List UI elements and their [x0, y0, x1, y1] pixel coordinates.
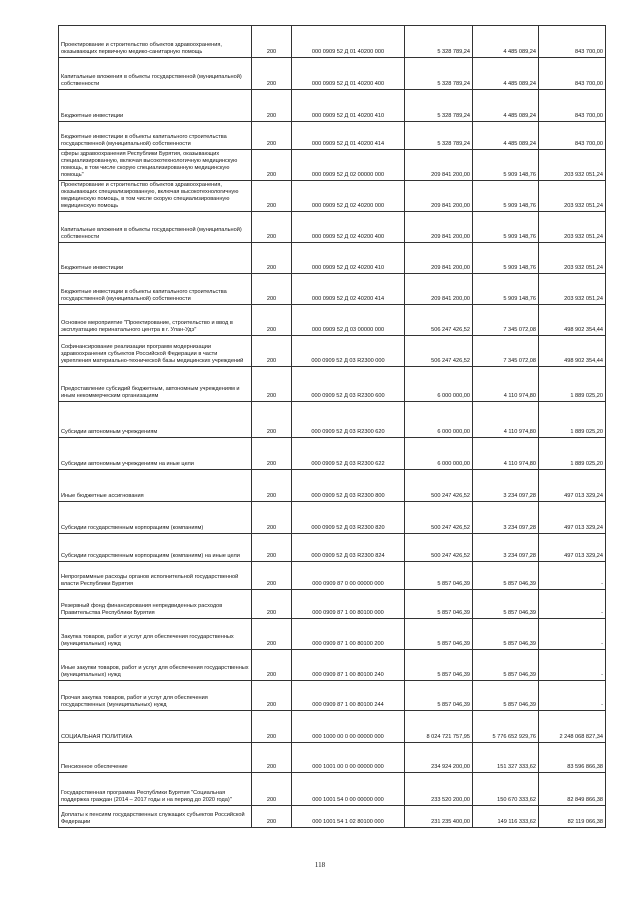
row-executed-cell: 5 909 148,76 [473, 181, 539, 212]
row-classifier-cell: 000 0909 52 Д 03 R2300 824 [292, 534, 405, 562]
table-row [59, 502, 606, 534]
row-assigned-cell: 5 857 046,39 [405, 590, 473, 619]
row-code-cell: 200 [252, 336, 292, 367]
row-unexecuted-cell: 843 700,00 [539, 90, 606, 122]
row-code-cell: 200 [252, 562, 292, 590]
row-executed-cell: 5 909 148,76 [473, 212, 539, 243]
row-executed-cell: 7 345 072,08 [473, 336, 539, 367]
row-executed-cell: 3 234 097,28 [473, 470, 539, 502]
row-code-cell: 200 [252, 58, 292, 90]
row-code-cell: 200 [252, 534, 292, 562]
row-classifier-cell: 000 0909 52 Д 01 40200 414 [292, 122, 405, 150]
row-assigned-cell: 6 000 000,00 [405, 367, 473, 402]
table-body [59, 26, 606, 828]
row-executed-cell: 4 110 974,80 [473, 402, 539, 438]
row-assigned-cell: 8 024 721 757,95 [405, 711, 473, 743]
row-classifier-cell: 000 0909 87 0 00 00000 000 [292, 562, 405, 590]
row-code-cell: 200 [252, 773, 292, 806]
row-unexecuted-cell: 203 932 051,24 [539, 150, 606, 181]
row-code-cell: 200 [252, 122, 292, 150]
row-unexecuted-cell: 497 013 329,24 [539, 470, 606, 502]
row-assigned-cell: 506 247 426,52 [405, 336, 473, 367]
row-unexecuted-cell: 82 119 066,38 [539, 806, 606, 828]
table-row [59, 181, 606, 212]
table-row [59, 619, 606, 650]
row-unexecuted-cell: - [539, 562, 606, 590]
row-executed-cell: 5 776 652 929,76 [473, 711, 539, 743]
row-executed-cell: 4 485 089,24 [473, 26, 539, 58]
row-executed-cell: 7 345 072,08 [473, 305, 539, 336]
row-classifier-cell: 000 1001 54 1 02 80100 000 [292, 806, 405, 828]
table-row [59, 402, 606, 438]
row-assigned-cell: 5 328 789,24 [405, 26, 473, 58]
row-assigned-cell: 500 247 426,52 [405, 470, 473, 502]
row-name-cell: Резервный фонд финансирования непредвиденных расходов Правительства Республики Бурятия [59, 590, 252, 619]
row-name-cell: Субсидии автономным учреждениям на иные цели [59, 438, 252, 470]
table-row [59, 470, 606, 502]
row-classifier-cell: 000 0909 52 Д 03 R2300 000 [292, 336, 405, 367]
row-unexecuted-cell: 203 932 051,24 [539, 243, 606, 274]
row-name-cell: Проектирование и строительство объектов здравоохранения, оказывающих специализированную, включая высокотехнологичную медицинскую помощь, в том числе скорую специализированную медицинскую помощь [59, 181, 252, 212]
table-row [59, 58, 606, 90]
row-unexecuted-cell: 497 013 329,24 [539, 502, 606, 534]
row-name-cell: Непрограммные расходы органов исполнительной государственной власти Республики Бурятия [59, 562, 252, 590]
row-name-cell: Предоставление субсидий бюджетным, автономным учреждениям и иным некоммерческим организациям [59, 367, 252, 402]
table-row [59, 590, 606, 619]
row-code-cell: 200 [252, 502, 292, 534]
row-assigned-cell: 500 247 426,52 [405, 534, 473, 562]
row-executed-cell: 150 670 333,62 [473, 773, 539, 806]
row-name-cell: Бюджетные инвестиции [59, 243, 252, 274]
row-assigned-cell: 209 841 200,00 [405, 212, 473, 243]
row-executed-cell: 4 110 974,80 [473, 367, 539, 402]
row-unexecuted-cell: - [539, 650, 606, 681]
row-classifier-cell: 000 0909 52 Д 03 R2300 620 [292, 402, 405, 438]
row-code-cell: 200 [252, 90, 292, 122]
row-assigned-cell: 5 328 789,24 [405, 122, 473, 150]
row-name-cell: Пенсионное обеспечение [59, 743, 252, 773]
row-executed-cell: 5 857 046,39 [473, 590, 539, 619]
row-classifier-cell: 000 1001 54 0 00 00000 000 [292, 773, 405, 806]
row-code-cell: 200 [252, 681, 292, 711]
table-row [59, 305, 606, 336]
row-unexecuted-cell: 498 902 354,44 [539, 336, 606, 367]
row-classifier-cell: 000 1000 00 0 00 00000 000 [292, 711, 405, 743]
row-code-cell: 200 [252, 150, 292, 181]
row-classifier-cell: 000 0909 87 1 00 80100 000 [292, 590, 405, 619]
row-executed-cell: 151 327 333,62 [473, 743, 539, 773]
row-classifier-cell: 000 0909 87 1 00 80100 200 [292, 619, 405, 650]
row-executed-cell: 3 234 097,28 [473, 534, 539, 562]
row-code-cell: 200 [252, 274, 292, 305]
row-executed-cell: 5 857 046,39 [473, 650, 539, 681]
row-code-cell: 200 [252, 743, 292, 773]
row-name-cell: Прочая закупка товаров, работ и услуг для обеспечения государственных (муниципальных) нужд [59, 681, 252, 711]
row-name-cell: сферы здравоохранения Республики Бурятия, оказывающих специализированную, включая высокотехнологичную медицинскую помощь, в том числе скорую специализированную медицинскую помощь" [59, 150, 252, 181]
row-assigned-cell: 209 841 200,00 [405, 150, 473, 181]
table-row [59, 773, 606, 806]
row-executed-cell: 149 116 333,62 [473, 806, 539, 828]
row-assigned-cell: 231 235 400,00 [405, 806, 473, 828]
row-name-cell: Субсидии автономным учреждениям [59, 402, 252, 438]
row-classifier-cell: 000 0909 52 Д 01 40200 000 [292, 26, 405, 58]
row-executed-cell: 5 857 046,39 [473, 619, 539, 650]
row-name-cell: Субсидии государственным корпорациям (компаниям) [59, 502, 252, 534]
row-name-cell: Иные закупки товаров, работ и услуг для обеспечения государственных (муниципальных) нужд [59, 650, 252, 681]
table-row [59, 681, 606, 711]
table-row [59, 650, 606, 681]
table-row [59, 212, 606, 243]
row-assigned-cell: 209 841 200,00 [405, 274, 473, 305]
table-row [59, 26, 606, 58]
row-classifier-cell: 000 0909 52 Д 02 00000 000 [292, 150, 405, 181]
row-code-cell: 200 [252, 619, 292, 650]
table-row [59, 806, 606, 828]
page-number: 118 [314, 861, 326, 869]
row-code-cell: 200 [252, 305, 292, 336]
row-unexecuted-cell: 497 013 329,24 [539, 534, 606, 562]
row-assigned-cell: 500 247 426,52 [405, 502, 473, 534]
row-unexecuted-cell: 843 700,00 [539, 26, 606, 58]
row-name-cell: Бюджетные инвестиции в объекты капитального строительства государственной (муниципальной) собственности [59, 274, 252, 305]
row-code-cell: 200 [252, 806, 292, 828]
row-classifier-cell: 000 0909 52 Д 03 R2300 800 [292, 470, 405, 502]
row-code-cell: 200 [252, 438, 292, 470]
row-assigned-cell: 234 924 200,00 [405, 743, 473, 773]
table-row [59, 274, 606, 305]
row-assigned-cell: 209 841 200,00 [405, 243, 473, 274]
row-executed-cell: 5 857 046,39 [473, 681, 539, 711]
row-executed-cell: 5 909 148,76 [473, 243, 539, 274]
row-assigned-cell: 506 247 426,52 [405, 305, 473, 336]
table-row [59, 150, 606, 181]
row-executed-cell: 4 110 974,80 [473, 438, 539, 470]
row-unexecuted-cell: 2 248 068 827,34 [539, 711, 606, 743]
row-classifier-cell: 000 0909 52 Д 01 40200 400 [292, 58, 405, 90]
row-assigned-cell: 233 520 200,00 [405, 773, 473, 806]
table-row [59, 243, 606, 274]
row-assigned-cell: 6 000 000,00 [405, 438, 473, 470]
table-row [59, 336, 606, 367]
row-unexecuted-cell: 1 889 025,20 [539, 438, 606, 470]
row-classifier-cell: 000 0909 87 1 00 80100 244 [292, 681, 405, 711]
row-code-cell: 200 [252, 590, 292, 619]
row-name-cell: Закупка товаров, работ и услуг для обеспечения государственных (муниципальных) нужд [59, 619, 252, 650]
row-name-cell: Капитальные вложения в объекты государственной (муниципальной) собственности [59, 212, 252, 243]
row-code-cell: 200 [252, 650, 292, 681]
row-unexecuted-cell: 83 596 866,38 [539, 743, 606, 773]
row-classifier-cell: 000 1001 00 0 00 00000 000 [292, 743, 405, 773]
table-row [59, 711, 606, 743]
budget-execution-table-wrapper [58, 25, 605, 828]
row-classifier-cell: 000 0909 52 Д 02 40200 000 [292, 181, 405, 212]
row-unexecuted-cell: - [539, 619, 606, 650]
budget-execution-table [58, 25, 606, 828]
row-name-cell: Субсидии государственным корпорациям (компаниям) на иные цели [59, 534, 252, 562]
row-classifier-cell: 000 0909 87 1 00 80100 240 [292, 650, 405, 681]
row-unexecuted-cell: 498 902 354,44 [539, 305, 606, 336]
row-executed-cell: 4 485 089,24 [473, 122, 539, 150]
row-unexecuted-cell: 843 700,00 [539, 122, 606, 150]
row-name-cell: Бюджетные инвестиции в объекты капитального строительства государственной (муниципальной) собственности [59, 122, 252, 150]
table-row [59, 743, 606, 773]
row-assigned-cell: 5 857 046,39 [405, 681, 473, 711]
row-code-cell: 200 [252, 243, 292, 274]
table-row [59, 562, 606, 590]
row-name-cell: Бюджетные инвестиции [59, 90, 252, 122]
row-name-cell: Иные бюджетные ассигнования [59, 470, 252, 502]
row-classifier-cell: 000 0909 52 Д 03 R2300 820 [292, 502, 405, 534]
table-row [59, 534, 606, 562]
row-assigned-cell: 5 328 789,24 [405, 90, 473, 122]
table-row [59, 90, 606, 122]
row-name-cell: Доплаты к пенсиям государственных служащих субъектов Российской Федерации [59, 806, 252, 828]
row-classifier-cell: 000 0909 52 Д 02 40200 414 [292, 274, 405, 305]
row-name-cell: Проектирование и строительство объектов здравоохранения, оказывающих первичную медико-санитарную помощь [59, 26, 252, 58]
table-row [59, 367, 606, 402]
row-assigned-cell: 6 000 000,00 [405, 402, 473, 438]
row-classifier-cell: 000 0909 52 Д 03 00000 000 [292, 305, 405, 336]
table-row [59, 122, 606, 150]
row-classifier-cell: 000 0909 52 Д 02 40200 400 [292, 212, 405, 243]
row-executed-cell: 4 485 089,24 [473, 90, 539, 122]
row-executed-cell: 5 857 046,39 [473, 562, 539, 590]
row-assigned-cell: 5 857 046,39 [405, 562, 473, 590]
row-code-cell: 200 [252, 711, 292, 743]
row-classifier-cell: 000 0909 52 Д 01 40200 410 [292, 90, 405, 122]
row-unexecuted-cell: 82 849 866,38 [539, 773, 606, 806]
row-classifier-cell: 000 0909 52 Д 03 R2300 600 [292, 367, 405, 402]
row-code-cell: 200 [252, 26, 292, 58]
row-name-cell: Государственная программа Республики Бурятия "Социальная поддержка граждан (2014 – 2017 годы и на период до 2020 года)" [59, 773, 252, 806]
row-code-cell: 200 [252, 367, 292, 402]
row-name-cell: Софинансирование реализации программ модернизации здравоохранения субъектов Российской Федерации в части укрепления материально-технической базы медицинских учреждений [59, 336, 252, 367]
row-unexecuted-cell: - [539, 681, 606, 711]
row-unexecuted-cell: 203 932 051,24 [539, 181, 606, 212]
row-executed-cell: 3 234 097,28 [473, 502, 539, 534]
row-executed-cell: 5 909 148,76 [473, 150, 539, 181]
row-unexecuted-cell: 203 932 051,24 [539, 274, 606, 305]
row-assigned-cell: 209 841 200,00 [405, 181, 473, 212]
row-name-cell: Капитальные вложения в объекты государственной (муниципальной) собственности [59, 58, 252, 90]
row-executed-cell: 5 909 148,76 [473, 274, 539, 305]
row-name-cell: Основное мероприятие "Проектирование, строительство и ввод в эксплуатацию перинатального центра в г. Улан-Удэ" [59, 305, 252, 336]
table-row [59, 438, 606, 470]
row-unexecuted-cell: 1 889 025,20 [539, 402, 606, 438]
row-unexecuted-cell: 843 700,00 [539, 58, 606, 90]
row-assigned-cell: 5 857 046,39 [405, 650, 473, 681]
row-unexecuted-cell: 203 932 051,24 [539, 212, 606, 243]
row-classifier-cell: 000 0909 52 Д 03 R2300 622 [292, 438, 405, 470]
row-assigned-cell: 5 328 789,24 [405, 58, 473, 90]
row-executed-cell: 4 485 089,24 [473, 58, 539, 90]
row-name-cell: СОЦИАЛЬНАЯ ПОЛИТИКА [59, 711, 252, 743]
row-code-cell: 200 [252, 402, 292, 438]
row-code-cell: 200 [252, 470, 292, 502]
row-code-cell: 200 [252, 181, 292, 212]
row-assigned-cell: 5 857 046,39 [405, 619, 473, 650]
row-unexecuted-cell: 1 889 025,20 [539, 367, 606, 402]
row-code-cell: 200 [252, 212, 292, 243]
row-unexecuted-cell: - [539, 590, 606, 619]
row-classifier-cell: 000 0909 52 Д 02 40200 410 [292, 243, 405, 274]
